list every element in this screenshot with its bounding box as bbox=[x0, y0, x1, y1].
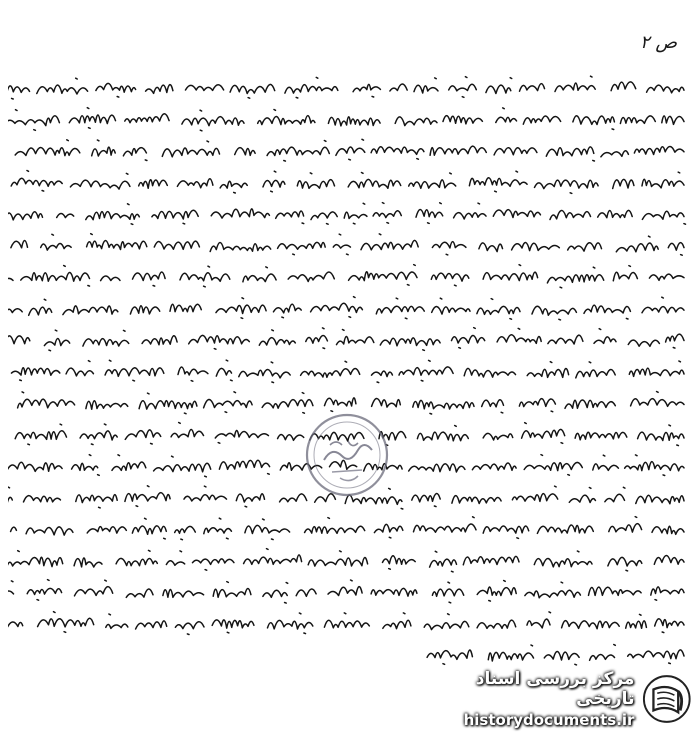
handwritten-line bbox=[8, 72, 692, 102]
handwriting-stroke bbox=[8, 107, 684, 130]
handwriting-stroke bbox=[8, 548, 684, 571]
handwritten-line bbox=[8, 198, 692, 228]
handwriting-stroke bbox=[8, 517, 684, 540]
archive-watermark bbox=[422, 668, 692, 730]
handwritten-line bbox=[8, 230, 692, 260]
handwriting-stroke bbox=[8, 203, 686, 225]
book-page-icon bbox=[642, 673, 692, 725]
handwritten-line bbox=[8, 513, 692, 543]
handwriting-stroke bbox=[8, 296, 684, 319]
handwritten-line bbox=[8, 356, 692, 386]
handwritten-line bbox=[8, 639, 692, 669]
handwritten-line bbox=[8, 135, 692, 165]
handwritten-line bbox=[8, 545, 692, 575]
handwritten-line bbox=[8, 104, 692, 134]
seal-stamp bbox=[292, 400, 402, 510]
handwriting-stroke bbox=[11, 233, 684, 255]
handwritten-line bbox=[8, 167, 692, 197]
handwriting-stroke bbox=[15, 139, 684, 161]
handwritten-line bbox=[8, 576, 692, 606]
handwriting-stroke bbox=[8, 328, 684, 351]
handwriting-stroke bbox=[427, 645, 684, 665]
handwritten-line bbox=[8, 324, 692, 354]
handwriting-stroke bbox=[11, 170, 684, 193]
handwriting-stroke bbox=[8, 580, 684, 604]
handwriting-stroke bbox=[8, 265, 684, 288]
handwriting-stroke bbox=[8, 611, 684, 634]
page-number: ص ۲ bbox=[640, 32, 678, 53]
handwritten-line bbox=[8, 261, 692, 291]
handwritten-line bbox=[8, 608, 692, 638]
handwriting-stroke bbox=[8, 76, 684, 99]
watermark-title: مرکز بررسی اسناد تاریخی bbox=[475, 669, 635, 709]
seal-icon bbox=[292, 400, 402, 510]
handwriting-stroke bbox=[12, 360, 685, 383]
watermark-url: historydocuments.ir bbox=[463, 711, 635, 729]
handwritten-line bbox=[8, 293, 692, 323]
